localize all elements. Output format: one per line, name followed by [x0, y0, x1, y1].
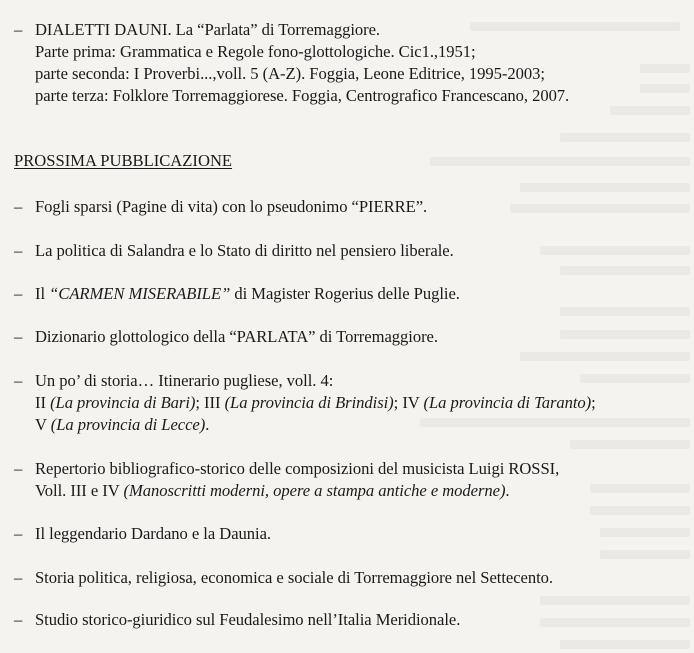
published-part-three: parte terza: Folklore Torremaggiorese. Foggia, Centrografico Francescano, 2007.: [35, 86, 570, 105]
text-segment: .: [205, 415, 210, 434]
item-text-prefix: Il: [35, 284, 50, 303]
list-item: [14, 283, 686, 305]
item-text: Storia politica, religiosa, economica e sociale di Torremaggiore nel Settecento.: [35, 568, 553, 587]
text-segment: .: [505, 481, 510, 500]
item-text: Studio storico-giuridico sul Feudalesimo nell’Italia Meridionale.: [35, 610, 461, 629]
item-text: Il leggendario Dardano e la Daunia.: [35, 524, 271, 543]
item-text-line-1: Repertorio bibliografico-storico delle composizioni del musicista Luigi ROSSI,: [35, 459, 560, 478]
list-item: [14, 240, 686, 262]
list-item: [14, 196, 686, 218]
text-segment: ;: [591, 393, 596, 412]
item-text-italic: “CARMEN MISERABILE”: [49, 284, 231, 303]
text-segment: ; IV: [393, 393, 424, 412]
list-dash: –: [14, 371, 23, 390]
list-item: [14, 326, 686, 348]
item-text: Fogli sparsi (Pagine di vita) con lo pseudonimo “PIERRE”.: [35, 197, 428, 216]
list-dash: –: [14, 524, 23, 543]
published-part-one: Parte prima: Grammatica e Regole fono-glottologiche. Cic1.,1951;: [35, 42, 476, 61]
list-dash: –: [14, 327, 23, 346]
italic-segment: (La provincia di Lecce): [50, 415, 206, 434]
list-item: [14, 567, 686, 589]
list-item: [14, 458, 686, 502]
list-dash: –: [14, 20, 23, 39]
list-dash: –: [14, 197, 23, 216]
italic-segment: (Manoscritti moderni, opere a stampa antiche e moderne): [123, 481, 506, 500]
section-heading: PROSSIMA PUBBLICAZIONE: [14, 151, 233, 170]
list-dash: –: [14, 241, 23, 260]
item-text-suffix: di Magister Rogerius delle Puglie.: [230, 284, 460, 303]
italic-segment: (La provincia di Taranto): [423, 393, 592, 412]
italic-segment: (La provincia di Bari): [50, 393, 196, 412]
italic-segment: (La provincia di Brindisi): [224, 393, 394, 412]
list-dash: –: [14, 568, 23, 587]
item-text-line-2: [35, 392, 686, 414]
item-text-line-2: [35, 480, 686, 502]
text-segment: ; III: [195, 393, 225, 412]
published-part-two: parte seconda: I Proverbi...,voll. 5 (A-Z). Foggia, Leone Editrice, 1995-2003;: [35, 64, 545, 83]
list-item: [14, 609, 686, 631]
list-item: [14, 370, 686, 436]
list-dash: –: [14, 610, 23, 629]
published-title-line: DIALETTI DAUNI. La “Parlata” di Torremaggiore.: [35, 20, 381, 39]
text-segment: II: [35, 393, 51, 412]
item-text: La politica di Salandra e lo Stato di diritto nel pensiero liberale.: [35, 241, 454, 260]
item-text-line-3: [35, 414, 686, 436]
text-segment: Voll. III e IV: [35, 481, 124, 500]
list-dash: –: [14, 459, 23, 478]
text-segment: V: [35, 415, 51, 434]
list-item: [14, 523, 686, 545]
list-dash: –: [14, 284, 23, 303]
item-text: [35, 283, 686, 305]
item-text: Dizionario glottologico della “PARLATA” di Torremaggiore.: [35, 327, 438, 346]
item-text-line-1: Un po’ di storia… Itinerario pugliese, voll. 4:: [35, 371, 334, 390]
published-entry: [14, 19, 686, 107]
